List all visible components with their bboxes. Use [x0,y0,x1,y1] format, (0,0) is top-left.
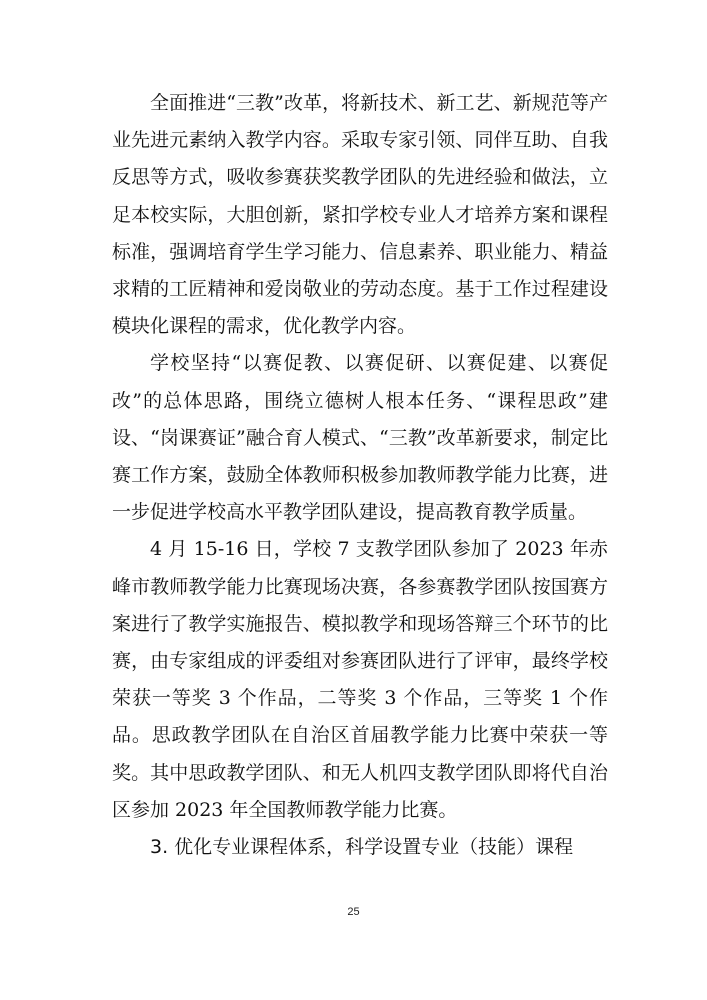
paragraph-2: 学校坚持“以赛促教、以赛促研、以赛促建、以赛促改”的总体思路，围绕立德树人根本任务、“课程思政”建设、“岗课赛证”融合育人模式、“三教”改革新要求，制定比赛工作方案，鼓励全体教师积极参加教师教学能力比赛，进一步促进学校高水平教学团队建设，提高教育教学质量。 [112,352,608,524]
document-body [112,85,608,866]
page-number: 25 [347,906,360,918]
paragraph-1: 全面推进“三教”改革，将新技术、新工艺、新规范等产业先进元素纳入教学内容。采取专家引领、同伴互助、自我反思等方式，吸收参赛获奖教学团队的先进经验和做法，立足本校实际，大胆创新，紧扣学校专业人才培养方案和课程标准，强调培育学生学习能力、信息素养、职业能力、精益求精的工匠精神和爱岗敬业的劳动态度。基于工作过程建设模块化课程的需求，优化教学内容。 [112,92,608,338]
section-heading: 3. 优化专业课程体系，科学设置专业（技能）课程 [150,836,574,859]
paragraph-3: 4 月 15-16 日，学校 7 支教学团队参加了 2023 年赤峰市教师教学能力比赛现场决赛，各参赛教学团队按国赛方案进行了教学实施报告、模拟教学和现场答辩三个环节的比赛，由专家组成的评委组对参赛团队进行了评审，最终学校荣获一等奖 3 个作品，二等奖 3 个作品，三等奖 1 个作品。思政教学团队在自治区首届教学能力比赛中荣获一等奖。其中思政教学团队、和无人机四支教学团队即将代自治区参加 2023 年全国教师教学能力比赛。 [112,538,608,821]
